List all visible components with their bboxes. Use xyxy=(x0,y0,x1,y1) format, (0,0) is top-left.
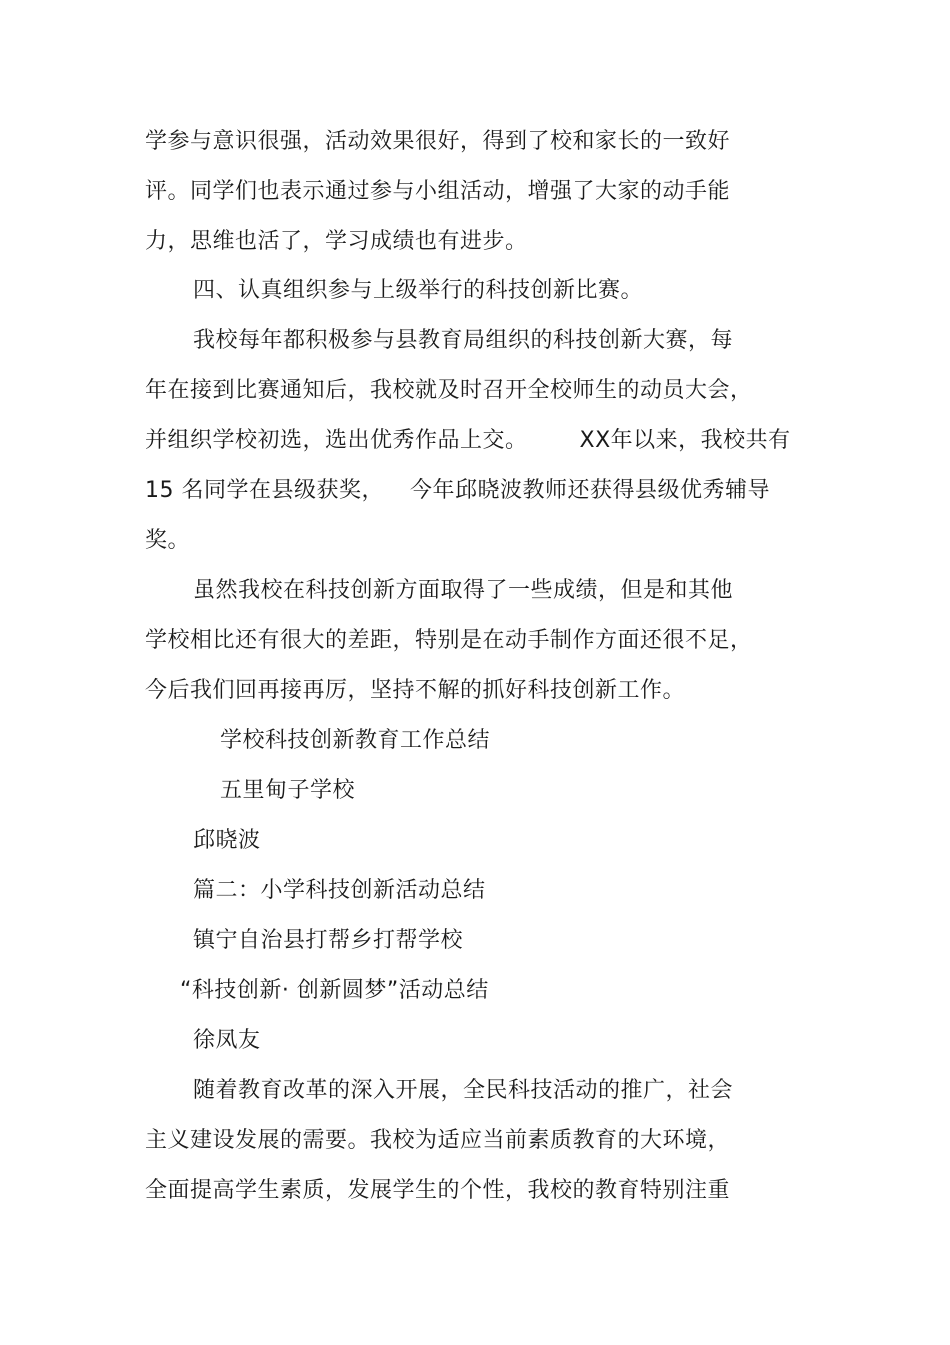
text-line-23: 主义建设发展的需要。我校为适应当前素质教育的大环境， xyxy=(145,1128,731,1153)
text-line-1: 学参与意识很强，活动效果很好，得到了校和家长的一致好 xyxy=(145,129,731,154)
author-name-2: 徐凤友 xyxy=(193,1028,261,1053)
text-line-24: 全面提高学生素质，发展学生的个性，我校的教育特别注重 xyxy=(145,1178,731,1203)
school-name: 五里甸子学校 xyxy=(220,778,356,803)
activity-title: “科技创新· 创新圆梦”活动总结 xyxy=(180,978,489,1003)
text-line-12: 今后我们回再接再厉，坚持不解的抓好科技创新工作。 xyxy=(145,678,686,703)
author-name: 邱晓波 xyxy=(193,828,261,853)
school-name-2: 镇宁自治县打帮乡打帮学校 xyxy=(193,928,464,953)
section-heading-4: 四、认真组织参与上级举行的科技创新比赛。 xyxy=(193,278,644,303)
text-line-7b: XX年以来，我校共有 xyxy=(579,428,791,453)
chapter-heading: 篇二：小学科技创新活动总结 xyxy=(193,878,486,903)
text-line-5: 我校每年都积极参与县教育局组织的科技创新大赛，每 xyxy=(193,328,734,353)
text-line-6: 年在接到比赛通知后，我校就及时召开全校师生的动员大会， xyxy=(145,378,753,403)
text-line-8b: 今年邱晓波教师还获得县级优秀辅导 xyxy=(410,478,771,503)
text-line-10: 虽然我校在科技创新方面取得了一些成绩，但是和其他 xyxy=(193,578,734,603)
text-line-3: 力，思维也活了，学习成绩也有进步。 xyxy=(145,229,528,254)
text-line-22: 随着教育改革的深入开展，全民科技活动的推广，社会 xyxy=(193,1078,734,1103)
text-line-8a: 15 名同学在县级获奖， xyxy=(145,478,384,503)
text-line-9: 奖。 xyxy=(145,528,191,553)
text-line-8 xyxy=(145,476,770,506)
text-line-2: 评。同学们也表示通过参与小组活动，增强了大家的动手能 xyxy=(145,179,731,204)
text-line-7 xyxy=(145,426,791,456)
text-line-7a: 并组织学校初选，选出优秀作品上交。 xyxy=(145,428,528,453)
text-line-11: 学校相比还有很大的差距，特别是在动手制作方面还很不足， xyxy=(145,628,753,653)
doc-title: 学校科技创新教育工作总结 xyxy=(220,728,491,753)
